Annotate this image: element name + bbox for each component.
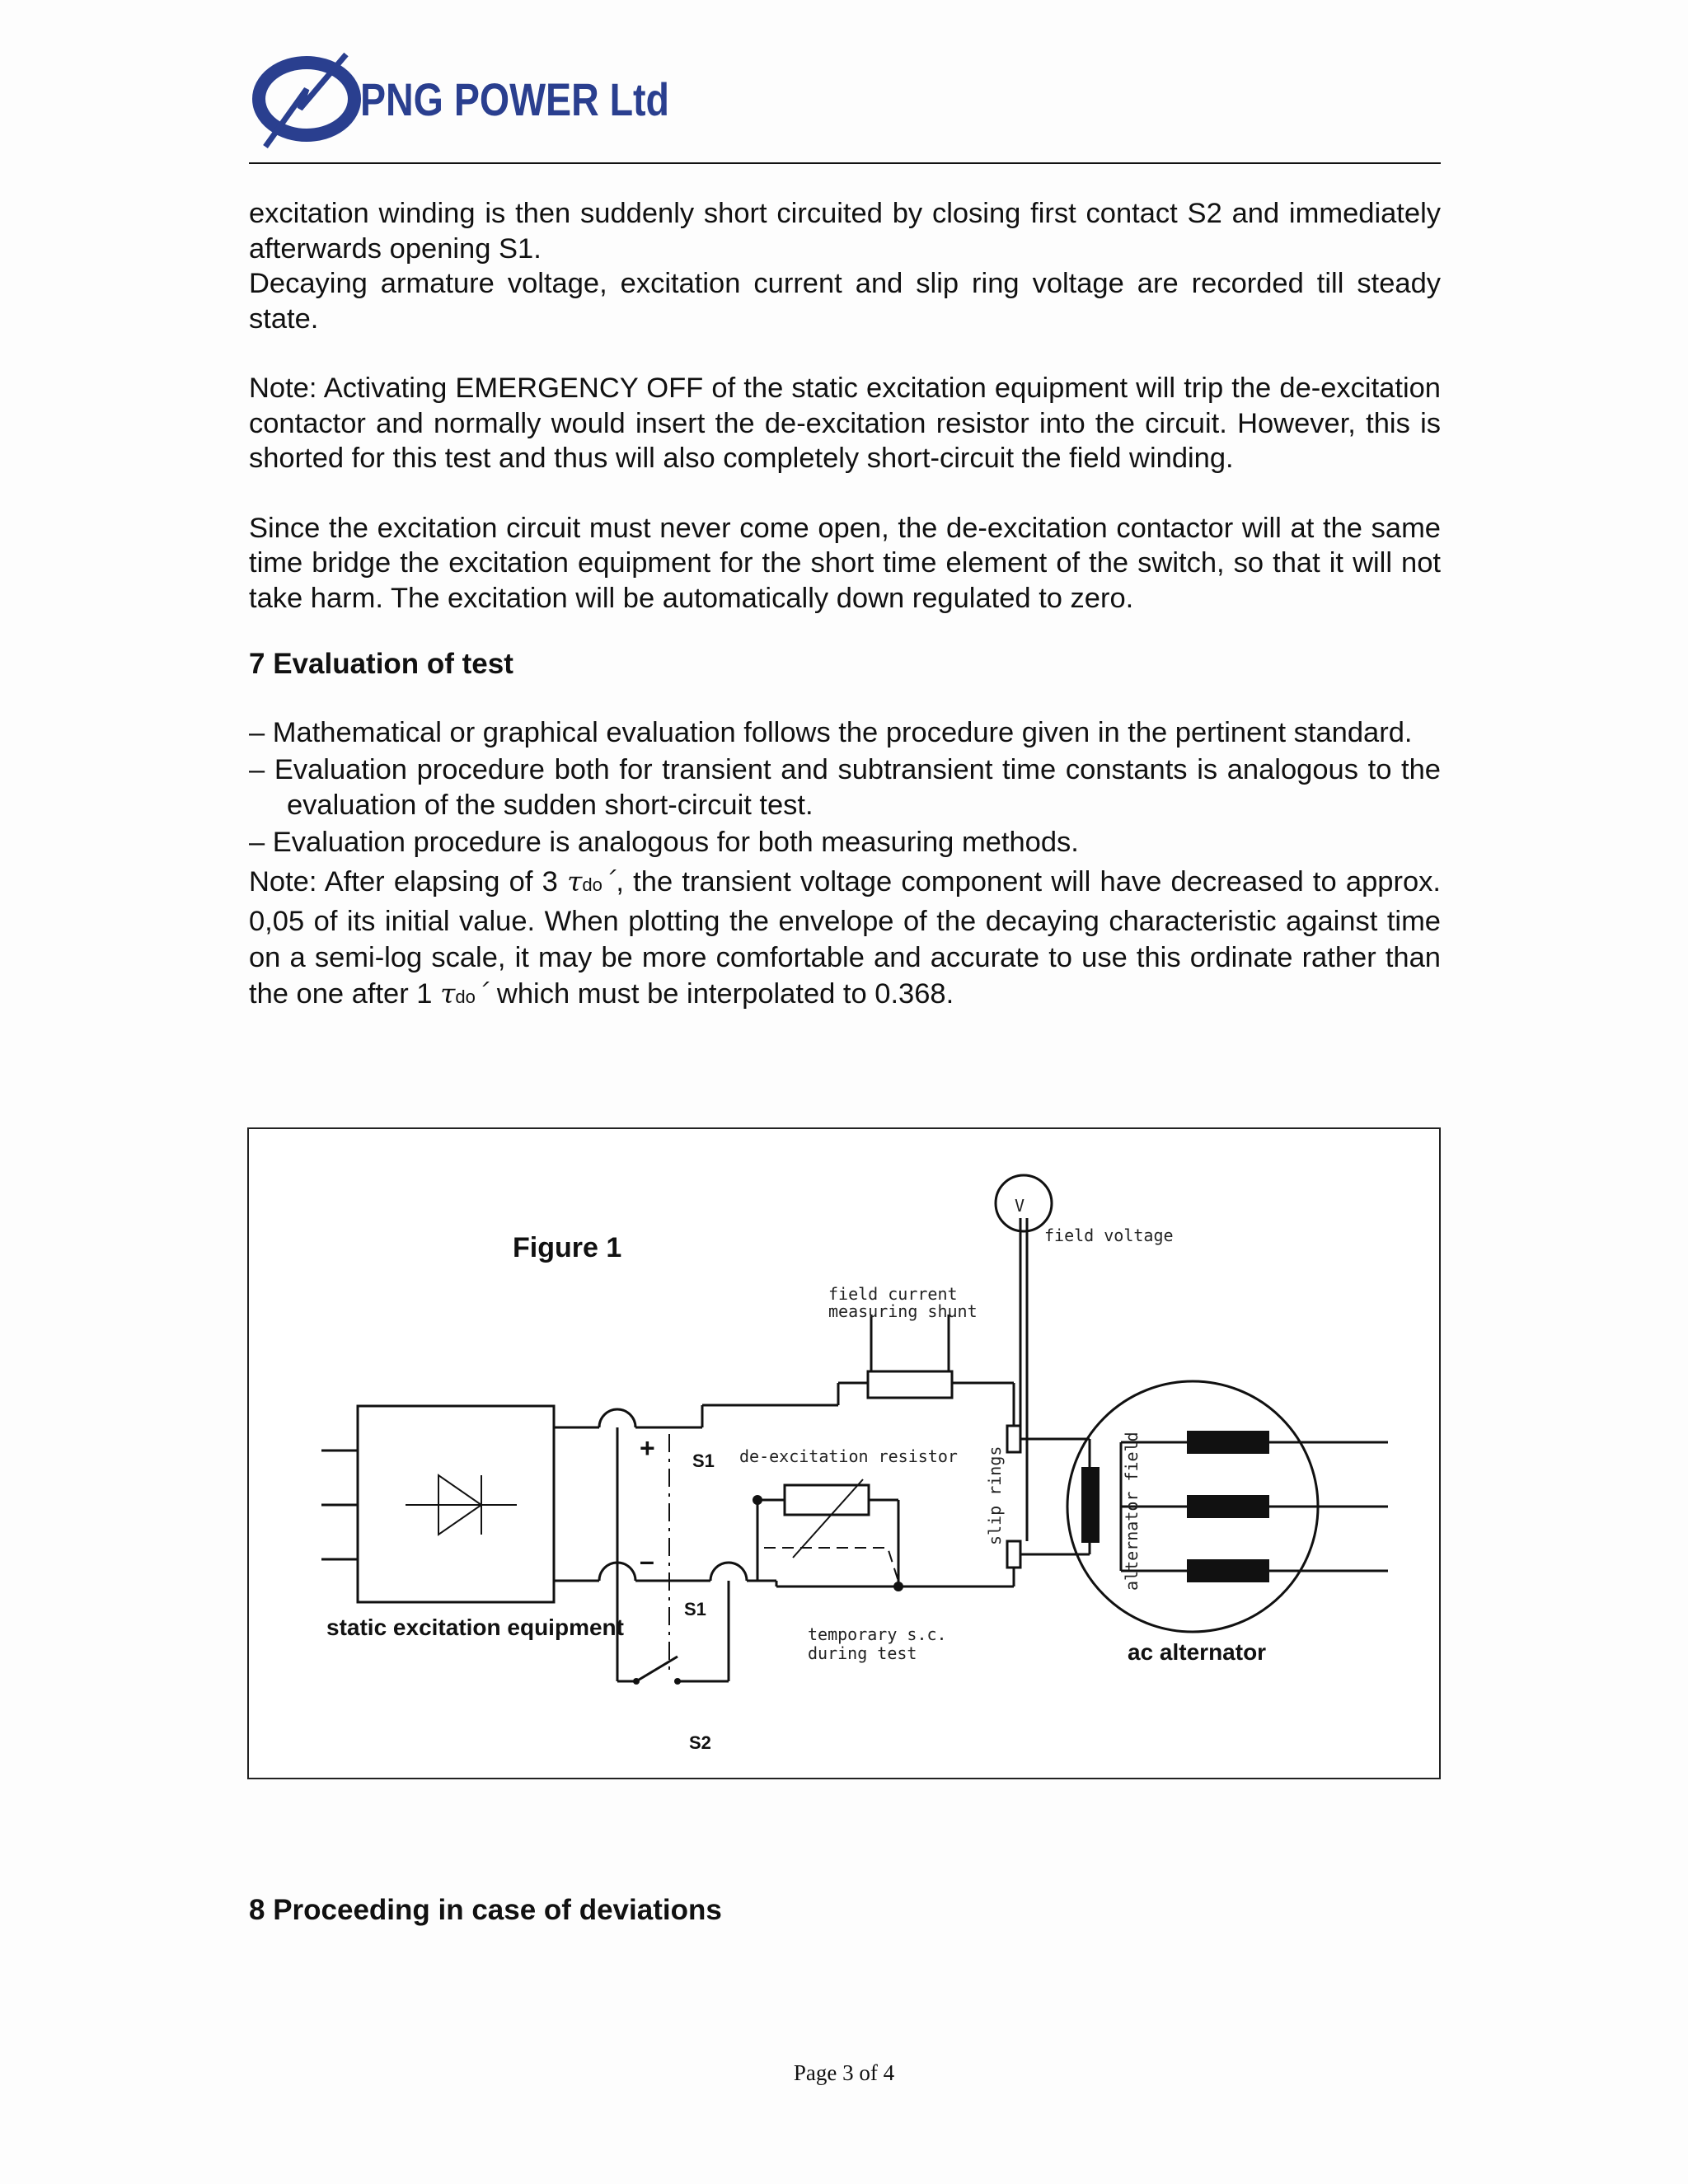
resistor-label: de-excitation resistor [739,1446,958,1466]
figure-title: Figure 1 [513,1232,622,1263]
minus-label: – [640,1546,654,1576]
company-logo [249,40,678,163]
paragraph: Since the excitation circuit must never come open, the de-excitation contactor will at the same time bridge the excitation equipment for the short time element of the switch, so that it will not take harm. The excitation will be automatically down regulated to zero. [249,512,1441,614]
s2-label: S2 [689,1732,711,1753]
shunt-resistor [868,1371,952,1398]
stator-coil-icon [1187,1495,1269,1518]
field-voltage-label: field voltage [1044,1226,1174,1245]
page-number: Page 3 of 4 [793,2060,895,2085]
temp-sc-label: during test [808,1643,917,1663]
list-item: – Evaluation procedure is analogous for both measuring methods. [249,827,1079,858]
page-header [249,40,1441,163]
slip-rings-label: slip rings [985,1446,1005,1545]
paragraph: excitation winding is then suddenly short circuited by closing first contact S2 and immediately afterwards opening S1. [249,198,1441,265]
shunt-label: field current [828,1284,958,1304]
de-excitation-resistor [785,1485,869,1515]
temp-sc-label: temporary s.c. [808,1624,947,1644]
list-item: – Evaluation procedure both for transient and subtransient time constants is analogous to the evaluation of the sudden short-circuit test. [249,754,1441,821]
voltmeter-label: V [1015,1196,1025,1216]
note-paragraph: Note: After elapsing of 3 τdo´, the transient voltage component will have decreased to approx. 0,05 of its initial value. When plotting the envelope of the decaying characteristic against time on a semi-log scale, it may be more comfortable and accurate to use this ordinate rather than the one after 1 τdo´ which must be interpolated to 0.368. [249,865,1441,1010]
figure-1 [247,1127,1441,1779]
stator-coil-icon [1187,1431,1269,1454]
section-heading: 8 Proceeding in case of deviations [249,1894,722,1926]
tau-symbol: τdo´ [440,977,490,1010]
header-rule [249,162,1441,164]
field-winding-icon [1081,1467,1100,1543]
tau-symbol: τdo´ [567,865,617,898]
document-body [249,196,1441,1015]
static-equipment-label: static excitation equipment [326,1615,624,1640]
circuit-diagram [249,1129,1442,1781]
section-heading: 7 Evaluation of test [249,648,513,680]
s1-label: S1 [692,1451,715,1471]
list-item: – Mathematical or graphical evaluation follows the procedure given in the pertinent standard. [249,716,1413,748]
company-name: PNG POWER Ltd [360,73,669,125]
alternator-label: ac alternator [1128,1639,1267,1665]
s1-label: S1 [684,1599,706,1619]
shunt-label: measuring shunt [828,1301,978,1321]
alternator-field-label: alternator field [1122,1432,1142,1591]
plus-label: + [640,1433,655,1463]
paragraph: Note: Activating EMERGENCY OFF of the static excitation equipment will trip the de-excitation contactor and normally would insert the de-excitation resistor into the circuit. However, this is shorted for this test and thus will also completely short-circuit the field winding. [249,373,1441,474]
paragraph: Decaying armature voltage, excitation current and slip ring voltage are recorded till steady state. [249,268,1441,335]
stator-coil-icon [1187,1559,1269,1582]
